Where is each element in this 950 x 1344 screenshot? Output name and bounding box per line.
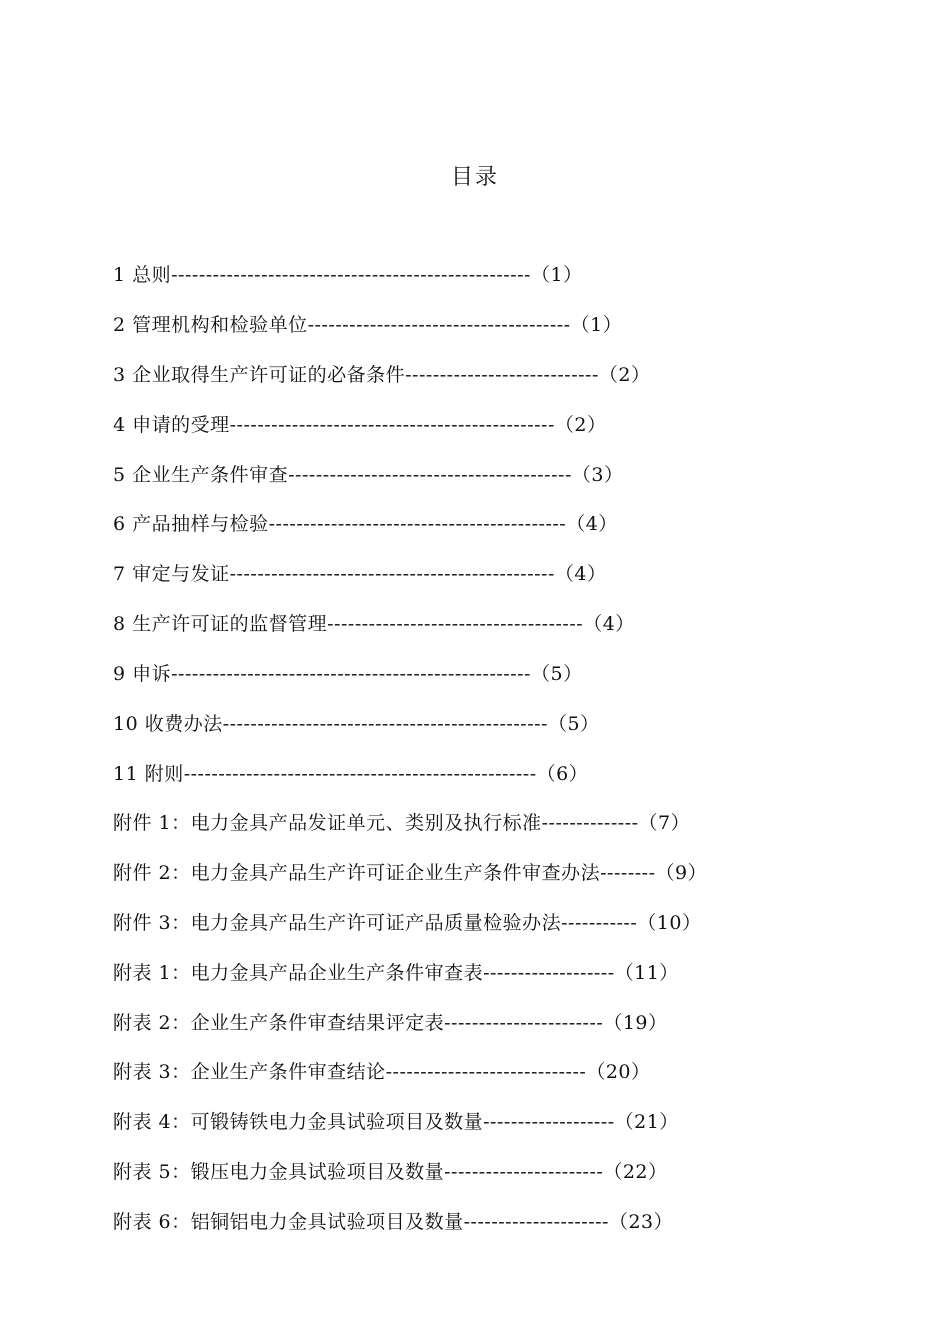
toc-entry-page: （4） bbox=[583, 613, 635, 635]
toc-entry-page: （4） bbox=[554, 563, 607, 585]
toc-entry[interactable] bbox=[113, 911, 701, 935]
toc-entry-leader: ----------------------------------------------- bbox=[229, 563, 555, 585]
toc-entry[interactable] bbox=[113, 313, 622, 337]
toc-entry[interactable] bbox=[113, 861, 707, 885]
toc-entry[interactable] bbox=[113, 1210, 673, 1234]
toc-entry-leader: --------------------------------------------------- bbox=[183, 763, 537, 785]
page-title: 目录 bbox=[450, 165, 499, 190]
toc-entry-label: 附件 3：电力金具产品生产许可证产品质量检验办法 bbox=[113, 912, 562, 934]
toc-entry-page: （19） bbox=[603, 1012, 668, 1034]
toc-entry[interactable] bbox=[113, 463, 623, 487]
toc-entry-label: 10 收费办法 bbox=[113, 713, 223, 735]
toc-entry-leader: ----------------------------------------------- bbox=[222, 713, 548, 735]
toc-entry-leader: ----------------------- bbox=[444, 1161, 604, 1183]
toc-entry-leader: ---------------------------- bbox=[405, 364, 599, 386]
toc-entry[interactable] bbox=[113, 263, 583, 287]
toc-entry-page: （11） bbox=[614, 962, 679, 984]
toc-entry-page: （1） bbox=[570, 314, 623, 336]
toc-entry-leader: ----------------------- bbox=[444, 1012, 604, 1034]
toc-entry-label: 4 申请的受理 bbox=[113, 414, 230, 436]
toc-entry[interactable] bbox=[113, 413, 606, 437]
toc-entry[interactable] bbox=[113, 1160, 668, 1184]
toc-entry-label: 附件 1：电力金具产品发证单元、类别及执行标准 bbox=[113, 812, 542, 834]
toc-entry-label: 附表 3：企业生产条件审查结论 bbox=[113, 1061, 386, 1083]
toc-entry-page: （7） bbox=[638, 812, 691, 834]
toc-entry[interactable] bbox=[113, 512, 618, 536]
toc-entry-leader: ----------------------------------------- bbox=[288, 464, 572, 486]
toc-entry-label: 3 企业取得生产许可证的必备条件 bbox=[113, 364, 406, 386]
toc-entry-leader: -------------------------------------- bbox=[307, 314, 571, 336]
toc-entry-label: 6 产品抽样与检验 bbox=[113, 513, 269, 535]
toc-entry[interactable] bbox=[113, 562, 606, 586]
toc-entry-page: （20） bbox=[586, 1061, 651, 1083]
toc-entry-label: 附表 4：可锻铸铁电力金具试验项目及数量 bbox=[113, 1111, 484, 1133]
toc-entry-page: （3） bbox=[571, 464, 624, 486]
toc-entry-page: （5） bbox=[547, 713, 600, 735]
toc-entry-label: 8 生产许可证的监督管理 bbox=[113, 613, 328, 635]
toc-entry-label: 1 总则 bbox=[113, 264, 172, 286]
toc-entry[interactable] bbox=[113, 612, 635, 636]
toc-entry[interactable] bbox=[113, 762, 588, 786]
toc-entry-page: （22） bbox=[603, 1161, 668, 1183]
toc-entry-label: 附表 1：电力金具产品企业生产条件审查表 bbox=[113, 962, 484, 984]
toc-entry-leader: ------------------- bbox=[483, 1111, 615, 1133]
toc-entry-leader: --------------------- bbox=[463, 1211, 609, 1233]
toc-entry-page: （21） bbox=[614, 1111, 679, 1133]
toc-entry-leader: -------- bbox=[600, 862, 656, 884]
toc-entry-leader: ------------------- bbox=[483, 962, 615, 984]
toc-entry-label: 附件 2：电力金具产品生产许可证企业生产条件审查办法 bbox=[113, 862, 601, 884]
toc-entry-page: （5） bbox=[530, 663, 583, 685]
toc-entry[interactable] bbox=[113, 662, 583, 686]
toc-entry-page: （2） bbox=[598, 364, 651, 386]
toc-entry[interactable] bbox=[113, 712, 600, 736]
toc-entry-leader: -------------- bbox=[541, 812, 639, 834]
toc-entry-label: 7 审定与发证 bbox=[113, 563, 230, 585]
toc-entry-label: 2 管理机构和检验单位 bbox=[113, 314, 308, 336]
toc-entry[interactable] bbox=[113, 363, 651, 387]
toc-entry-label: 11 附则 bbox=[113, 763, 184, 785]
toc-entry-leader: ------------------------------------------- bbox=[268, 513, 567, 535]
toc-entry-leader: ------------------------------------- bbox=[327, 613, 584, 635]
toc-entry-page: （23） bbox=[608, 1211, 674, 1233]
toc-entry-page: （2） bbox=[554, 414, 607, 436]
toc-entry-page: （10） bbox=[637, 912, 702, 934]
toc-entry-label: 附表 2：企业生产条件审查结果评定表 bbox=[113, 1012, 445, 1034]
toc-entry-leader: ----------- bbox=[561, 912, 638, 934]
toc-entry[interactable] bbox=[113, 811, 690, 835]
toc-entry-label: 附表 6：铝铜铝电力金具试验项目及数量 bbox=[113, 1211, 464, 1233]
toc-entry-page: （1） bbox=[530, 264, 583, 286]
toc-entry-leader: ----------------------------- bbox=[385, 1061, 587, 1083]
toc-entry[interactable] bbox=[113, 1011, 668, 1035]
toc-entry[interactable] bbox=[113, 1110, 679, 1134]
toc-entry-page: （4） bbox=[566, 513, 618, 535]
toc-entry-label: 9 申诉 bbox=[113, 663, 172, 685]
toc-entry-leader: ---------------------------------------------------- bbox=[171, 663, 531, 685]
toc-entry-leader: ---------------------------------------------------- bbox=[171, 264, 531, 286]
toc-entry-page: （6） bbox=[536, 763, 589, 785]
toc-entry[interactable] bbox=[113, 961, 679, 985]
toc-entry-leader: ----------------------------------------------- bbox=[229, 414, 555, 436]
toc-entry-label: 附表 5：锻压电力金具试验项目及数量 bbox=[113, 1161, 445, 1183]
toc-entry-label: 5 企业生产条件审查 bbox=[113, 464, 289, 486]
toc-entry[interactable] bbox=[113, 1060, 651, 1084]
toc-entry-page: （9） bbox=[655, 862, 708, 884]
